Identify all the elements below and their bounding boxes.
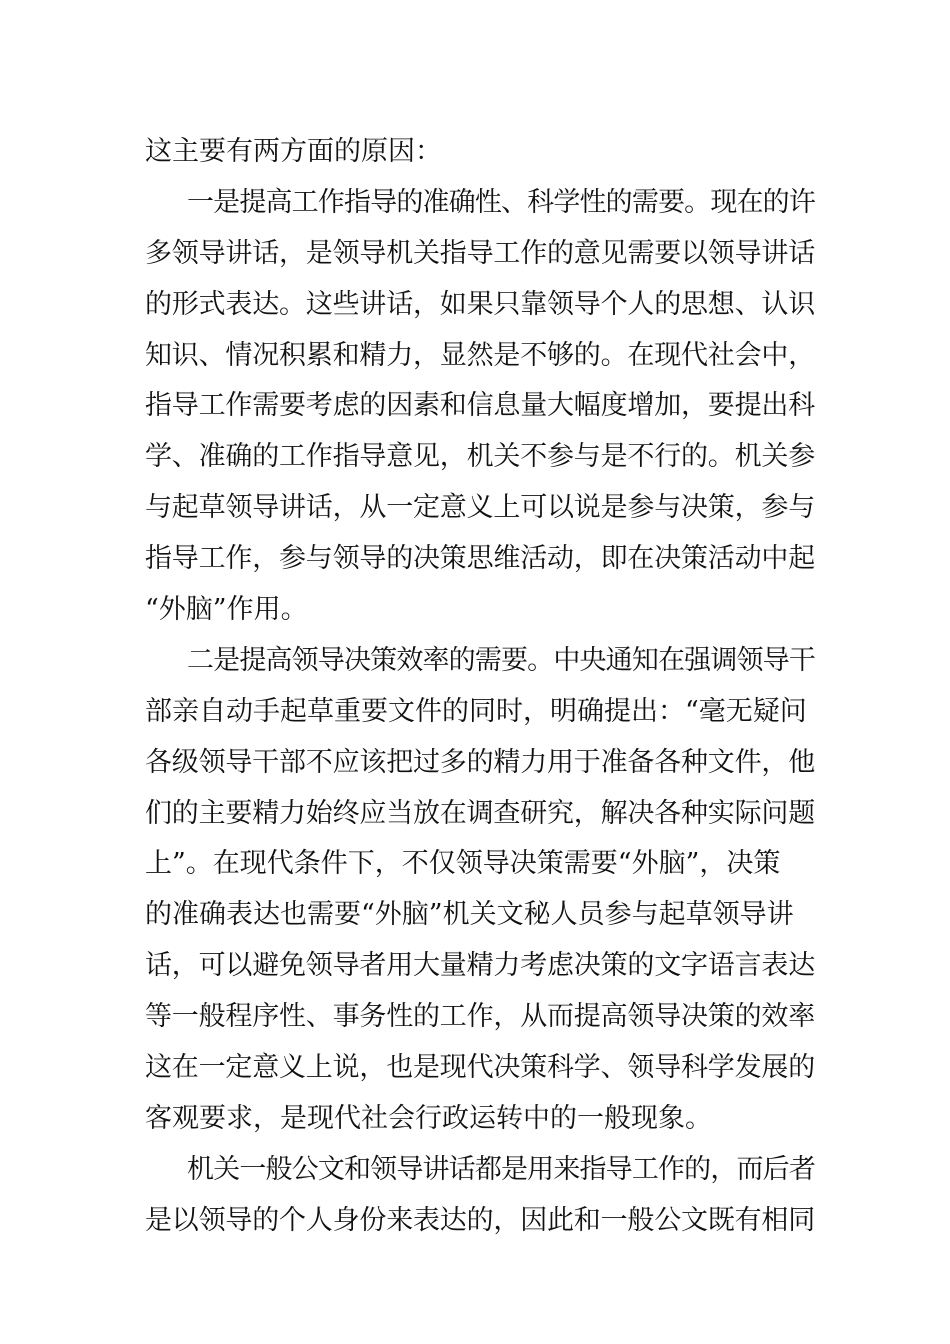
text-line: 这主要有两方面的原因： — [145, 136, 442, 167]
text-line: 的准确表达也需要“外脑”机关文秘人员参与起草领导讲 — [145, 899, 794, 931]
text-line: 上”。在现代条件下，不仅领导决策需要“外脑”，决策 — [145, 848, 781, 880]
text-line: 部亲自动手起草重要文件的同时，明确提出：“毫无疑问 — [145, 695, 807, 727]
document-body — [145, 127, 815, 1247]
text-line: 多领导讲话，是领导机关指导工作的意见需要以领导讲话 — [145, 237, 815, 269]
text-line: 二是提高领导决策效率的需要。中央通知在强调领导干 — [187, 644, 815, 676]
text-line: 的形式表达。这些讲话，如果只靠领导个人的思想、认识 — [145, 288, 815, 320]
text-line: 知识、情况积累和精力，显然是不够的。在现代社会中， — [145, 339, 815, 371]
text-line: 与起草领导讲话，从一定意义上可以说是参与决策，参与 — [145, 492, 815, 524]
text-line: 客观要求，是现代社会行政运转中的一般现象。 — [145, 1102, 712, 1134]
text-line: 话，可以避免领导者用大量精力考虑决策的文字语言表达 — [145, 950, 815, 982]
text-line: 学、准确的工作指导意见，机关不参与是不行的。机关参 — [145, 441, 815, 473]
text-line: “外脑”作用。 — [145, 594, 308, 626]
text-line: 指导工作需要考虑的因素和信息量大幅度增加，要提出科 — [145, 390, 815, 422]
text-line: 指导工作，参与领导的决策思维活动，即在决策活动中起 — [145, 543, 815, 575]
text-line: 这在一定意义上说，也是现代决策科学、领导科学发展的 — [145, 1052, 815, 1084]
text-line: 是以领导的个人身份来表达的，因此和一般公文既有相同 — [145, 1204, 815, 1236]
text-line: 机关一般公文和领导讲话都是用来指导工作的，而后者 — [187, 1153, 815, 1185]
text-line: 一是提高工作指导的准确性、科学性的需要。现在的许 — [187, 186, 815, 218]
text-line: 各级领导干部不应该把过多的精力用于准备各种文件，他 — [145, 746, 815, 778]
text-line: 们的主要精力始终应当放在调查研究，解决各种实际问题 — [145, 797, 815, 829]
text-line: 等一般程序性、事务性的工作，从而提高领导决策的效率 — [145, 1001, 815, 1033]
